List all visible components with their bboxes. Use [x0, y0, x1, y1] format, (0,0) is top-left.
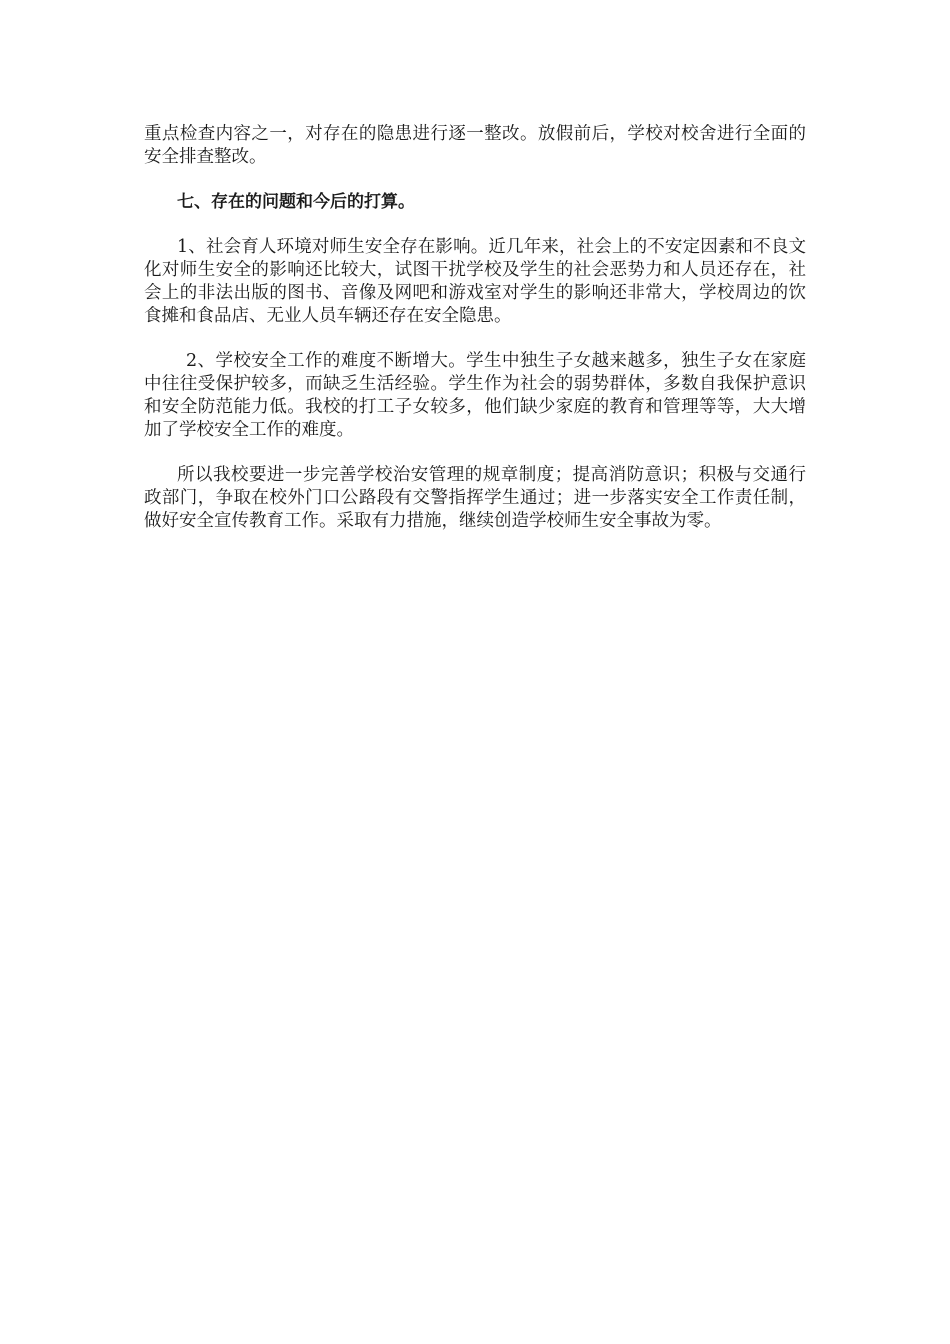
paragraph-future-plan: 所以我校要进一步完善学校治安管理的规章制度；提高消防意识；积极与交通行政部门，争取在校外门口公路段有交警指挥学生通过；进一步落实安全工作责任制，做好安全宣传教育工作。采取有力措施，继续创造学校师生安全事故为零。 — [144, 465, 806, 531]
paragraph-safety-difficulty: 2、学校安全工作的难度不断增大。学生中独生子女越来越多，独生子女在家庭中往往受保护较多，而缺乏生活经验。学生作为社会的弱势群体，多数自我保护意识和安全防范能力低。我校的打工子女较多，他们缺少家庭的教育和管理等等，大大增加了学校安全工作的难度。 — [144, 351, 806, 440]
document-body — [144, 123, 806, 555]
paragraph-continuation: 重点检查内容之一，对存在的隐患进行逐一整改。放假前后，学校对校舍进行全面的安全排查整改。 — [144, 124, 806, 167]
section-heading: 七、存在的问题和今后的打算。 — [177, 192, 415, 212]
paragraph-social-environment: 1、社会育人环境对师生安全存在影响。近几年来，社会上的不安定因素和不良文化对师生安全的影响还比较大，试图干扰学校及学生的社会恶势力和人员还存在，社会上的非法出版的图书、音像及网吧和游戏室对学生的影响还非常大，学校周边的饮食摊和食品店、无业人员车辆还存在安全隐患。 — [144, 237, 806, 326]
